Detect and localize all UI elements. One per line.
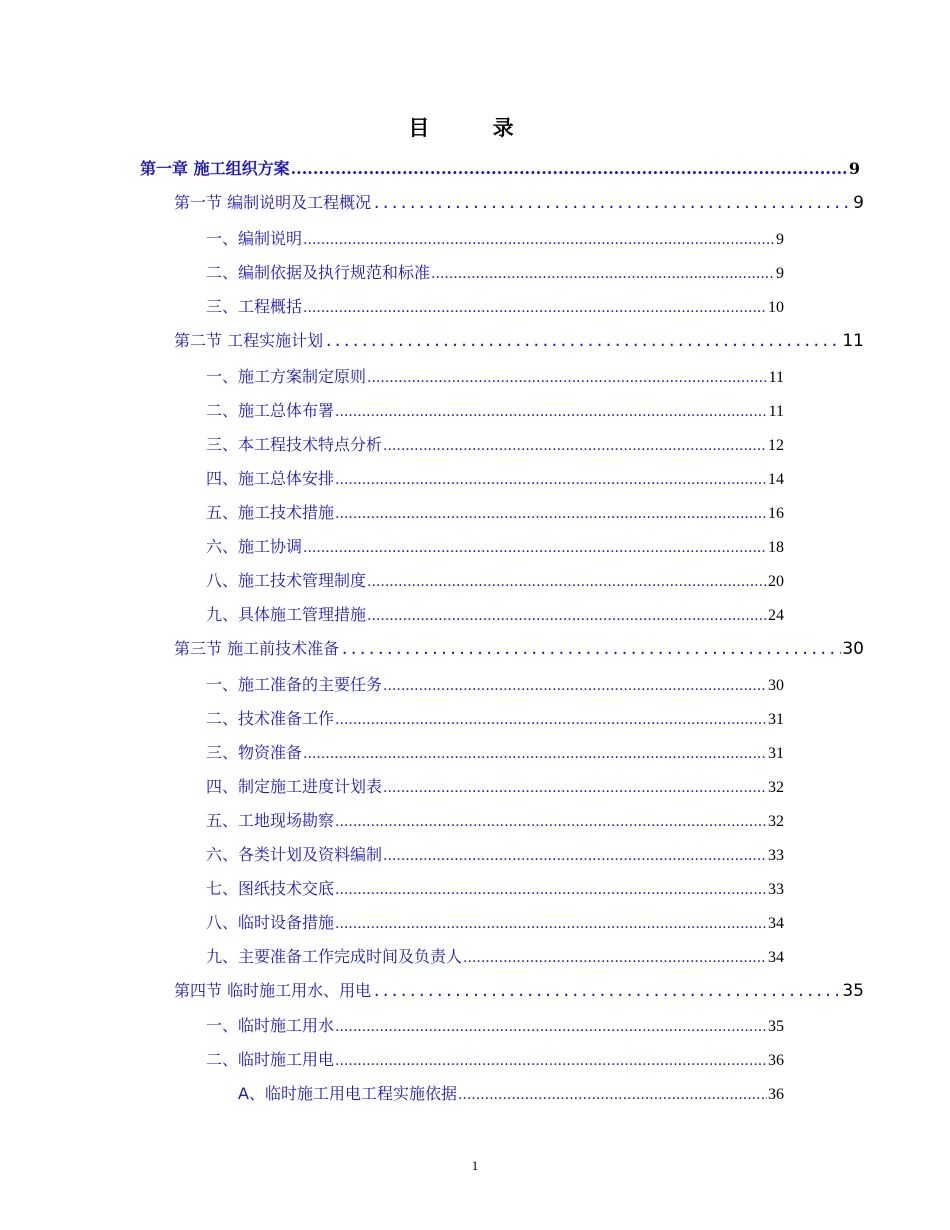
toc-entry-label: 二、技术准备工作 xyxy=(206,709,335,728)
toc-entry-page: 16 xyxy=(768,505,784,522)
toc-entry-label: 一、编制说明 xyxy=(206,229,303,248)
toc-entry-item[interactable] xyxy=(206,602,784,625)
toc-entry-page: 24 xyxy=(768,607,784,624)
toc-entry-item[interactable] xyxy=(206,466,784,489)
toc-entry-item[interactable] xyxy=(206,260,784,283)
toc-entry-label: 三、本工程技术特点分析 xyxy=(206,435,383,454)
toc-leader-dots xyxy=(303,746,767,762)
toc-leader-dots xyxy=(383,780,767,796)
toc-entry-item[interactable] xyxy=(206,294,784,317)
toc-leader-dots xyxy=(463,950,767,966)
toc-entry-page: 33 xyxy=(768,847,784,864)
toc-leader-dots xyxy=(367,370,768,386)
toc-leader-dots xyxy=(335,712,767,728)
toc-entry-label: 二、编制依据及执行规范和标准 xyxy=(206,263,431,282)
toc-entry-page: 36 xyxy=(768,1052,784,1069)
toc-leader-dots xyxy=(372,194,852,212)
toc-entry-label: 一、施工方案制定原则 xyxy=(206,367,367,386)
toc-entry-item[interactable] xyxy=(206,910,784,933)
toc-leader-dots xyxy=(335,916,767,932)
toc-entry-label: 八、施工技术管理制度 xyxy=(206,571,367,590)
toc-entry-label: 第一节 编制说明及工程概况 xyxy=(174,193,372,212)
toc-entry-label: 二、临时施工用电 xyxy=(206,1050,335,1069)
toc-leader-dots xyxy=(324,332,841,350)
toc-leader-dots xyxy=(335,882,767,898)
toc-entry-section[interactable] xyxy=(174,978,864,1001)
toc-leader-dots xyxy=(335,506,767,522)
toc-entry-item[interactable] xyxy=(206,1013,784,1036)
toc-entry-page: 33 xyxy=(768,881,784,898)
toc-entry-page: 11 xyxy=(842,331,864,351)
toc-entry-page: 9 xyxy=(776,265,784,282)
toc-leader-dots xyxy=(458,1087,767,1103)
toc-entry-sub[interactable] xyxy=(238,1081,784,1104)
toc-entry-label: 六、施工协调 xyxy=(206,537,303,556)
toc-entry-page: 32 xyxy=(768,813,784,830)
toc-entry-page: 12 xyxy=(768,437,784,454)
toc-leader-dots xyxy=(303,540,767,556)
toc-leader-dots xyxy=(372,982,841,1000)
toc-entry-label: 第四节 临时施工用水、用电 xyxy=(174,981,372,1000)
toc-entry-section[interactable] xyxy=(174,190,864,213)
toc-entry-label: 一、施工准备的主要任务 xyxy=(206,675,383,694)
toc-leader-dots xyxy=(383,848,767,864)
toc-leader-dots xyxy=(367,608,767,624)
toc-leader-dots xyxy=(383,678,767,694)
toc-entry-page: 9 xyxy=(776,231,784,248)
toc-entry-page: 9 xyxy=(853,193,864,213)
toc-entry-label: 三、物资准备 xyxy=(206,743,303,762)
toc-entry-label: 第一章 施工组织方案 xyxy=(140,159,290,178)
toc-entry-page: 35 xyxy=(768,1018,784,1035)
toc-entry-item[interactable] xyxy=(206,534,784,557)
toc-leader-dots xyxy=(335,1053,767,1069)
toc-entry-item[interactable] xyxy=(206,740,784,763)
toc-entry-item[interactable] xyxy=(206,226,784,249)
toc-entry-item[interactable] xyxy=(206,808,784,831)
toc-entry-item[interactable] xyxy=(206,1047,784,1070)
toc-leader-dots xyxy=(291,159,848,178)
toc-entry-label: 四、施工总体安排 xyxy=(206,469,335,488)
toc-entry-page: 11 xyxy=(768,369,784,386)
toc-leader-dots xyxy=(367,574,767,590)
toc-leader-dots xyxy=(340,640,841,658)
toc-entry-page: 20 xyxy=(768,573,784,590)
toc-entry-label: 六、各类计划及资料编制 xyxy=(206,845,383,864)
toc-entry-label: 第三节 施工前技术准备 xyxy=(174,639,340,658)
toc-entry-page: 18 xyxy=(768,539,784,556)
toc-entry-item[interactable] xyxy=(206,842,784,865)
toc-entry-item[interactable] xyxy=(206,398,784,421)
toc-entry-chapter[interactable] xyxy=(140,156,860,179)
toc-entry-label: 八、临时设备措施 xyxy=(206,913,335,932)
toc-entry-item[interactable] xyxy=(206,774,784,797)
toc-entry-label: 二、施工总体布署 xyxy=(206,401,335,420)
toc-entry-page: 35 xyxy=(842,981,864,1001)
toc-leader-dots xyxy=(431,266,775,282)
toc-entry-label: 九、具体施工管理措施 xyxy=(206,605,367,624)
toc-entry-page: 34 xyxy=(768,949,784,966)
toc-entry-page: 31 xyxy=(768,745,784,762)
toc-leader-dots xyxy=(303,300,767,316)
toc-entry-label: 三、工程概括 xyxy=(206,297,303,316)
toc-entry-page: 30 xyxy=(768,677,784,694)
toc-entry-page: 34 xyxy=(768,915,784,932)
toc-entry-item[interactable] xyxy=(206,568,784,591)
toc-entry-page: 36 xyxy=(768,1086,784,1103)
toc-entry-label: 四、制定施工进度计划表 xyxy=(206,777,383,796)
page-number: 1 xyxy=(471,1158,479,1173)
toc-entry-label: 五、施工技术措施 xyxy=(206,503,335,522)
toc-entry-item[interactable] xyxy=(206,876,784,899)
toc-entry-item[interactable] xyxy=(206,500,784,523)
toc-leader-dots xyxy=(335,472,767,488)
toc-entry-page: 10 xyxy=(768,299,784,316)
toc-entry-page: 30 xyxy=(842,639,864,659)
toc-entry-item[interactable] xyxy=(206,944,784,967)
toc-entry-label: 五、工地现场勘察 xyxy=(206,811,335,830)
toc-entry-label: 七、图纸技术交底 xyxy=(206,879,335,898)
toc-leader-dots xyxy=(383,438,767,454)
toc-entry-item[interactable] xyxy=(206,672,784,695)
toc-leader-dots xyxy=(303,232,775,248)
toc-entry-item[interactable] xyxy=(206,432,784,455)
toc-entry-page: 9 xyxy=(848,159,860,178)
toc-entry-page: 14 xyxy=(768,471,784,488)
toc-entry-page: 31 xyxy=(768,711,784,728)
toc-entry-label: 一、临时施工用水 xyxy=(206,1016,335,1035)
toc-entry-label: 第二节 工程实施计划 xyxy=(174,331,324,350)
toc-entry-label: A、临时施工用电工程实施依据 xyxy=(238,1084,457,1103)
toc-entry-section[interactable] xyxy=(174,328,864,351)
toc-entry-page: 32 xyxy=(768,779,784,796)
toc-entry-label: 九、主要准备工作完成时间及负责人 xyxy=(206,947,463,966)
toc-entry-item[interactable] xyxy=(206,706,784,729)
toc-leader-dots xyxy=(335,404,768,420)
toc-leader-dots xyxy=(335,1019,767,1035)
toc-entry-page: 11 xyxy=(768,403,784,420)
toc-entry-item[interactable] xyxy=(206,364,784,387)
toc-leader-dots xyxy=(335,814,767,830)
toc-title: 目 录 xyxy=(408,116,542,140)
toc-entry-section[interactable] xyxy=(174,636,864,659)
